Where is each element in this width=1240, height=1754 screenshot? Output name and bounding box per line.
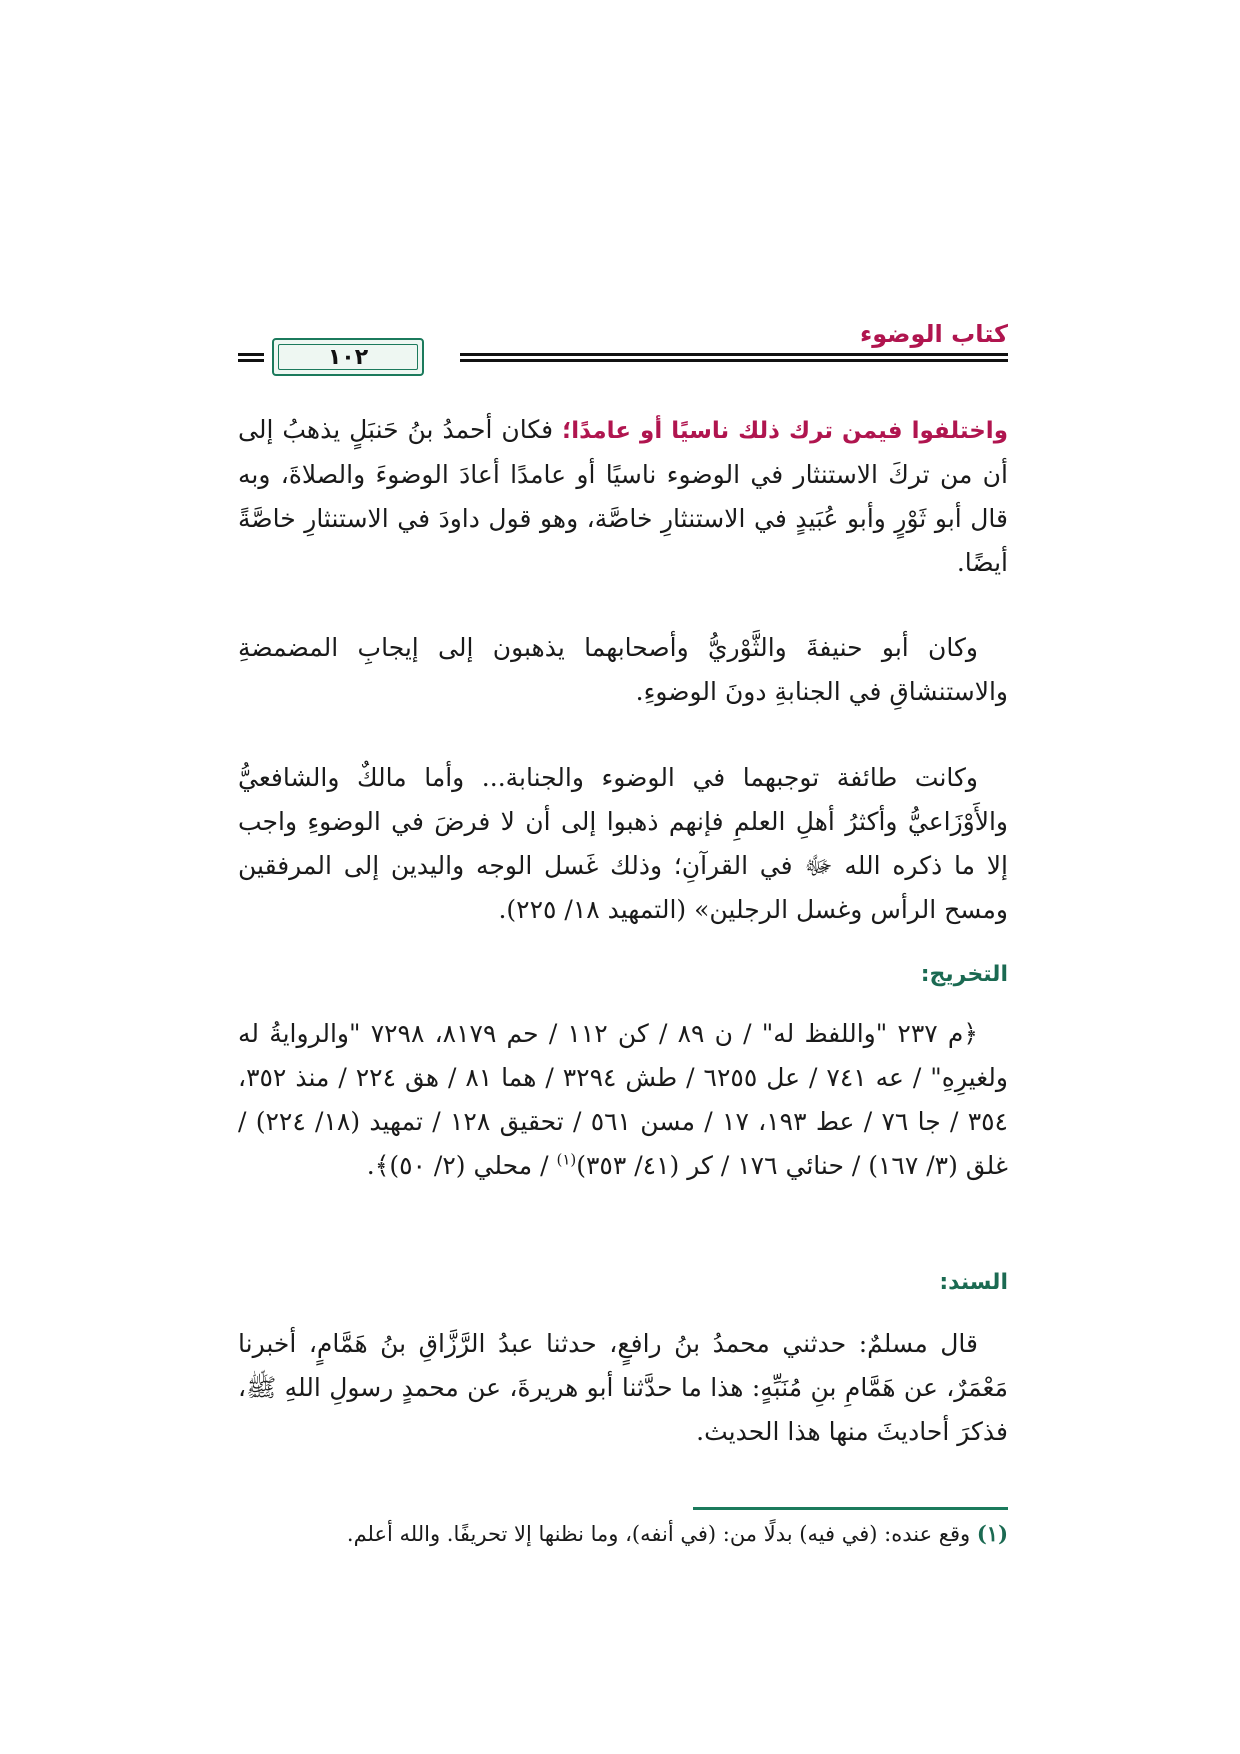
paragraph-3-text: وكانت طائفة توجبهما في الوضوء والجنابة... وأما مالكٌ والشافعيُّ والأَوْزَاعيُّ وأكثرُ أهلِ العلمِ فإنهم ذهبوا إلى أن لا فرضَ في الوضوءِ واجب إلا ما ذكره الله ﷻ في القرآنِ؛ وذلك غَسل الوجه واليدين إلى المرفقين ومسح الرأس وغسل الرجلين» (التمهيد ١٨/ ٢٢٥).: [238, 763, 1008, 924]
book-title: كتاب الوضوء: [859, 320, 1008, 348]
paragraph-1: [238, 408, 1008, 585]
footnote-number: (١): [976, 1521, 1008, 1546]
paragraph-3: [238, 756, 1008, 932]
footnote-divider: [693, 1507, 1008, 1510]
sanad-heading: السند:: [939, 1270, 1008, 1295]
sanad-text: قال مسلمٌ: حدثني محمدُ بنُ رافعٍ، حدثنا عبدُ الرَّزَّاقِ بنُ هَمَّامٍ، أخبرنا مَعْمَرٌ، عن هَمَّامِ بنِ مُنَبِّهٍ: هذا ما حدَّثنا أبو هريرةَ، عن محمدٍ رسولِ اللهِ ﷺ، فذكرَ أحاديثَ منها هذا الحديث.: [238, 1329, 1008, 1446]
sanad-paragraph: [238, 1322, 1008, 1454]
paragraph-1-text: فكان أحمدُ بنُ حَنبَلٍ يذهبُ إلى أن من تركَ الاستنثار في الوضوء ناسيًا أو عامدًا أعادَ الوضوءَ والصلاةَ، وبه قال أبو ثَوْرٍ وأبو عُبَيدٍ في الاستنثارِ خاصَّة، وهو قول داودَ في الاستنثارِ خاصَّةً أيضًا.: [238, 415, 1008, 577]
footnote-reference[interactable]: (١): [556, 1150, 577, 1169]
page-number: ١٠٢: [327, 344, 369, 370]
paragraph-2: [238, 626, 1008, 714]
takhrij-text-end: / محلي (٢/ ٥٠)﴾.: [366, 1151, 557, 1180]
footnote: [238, 1516, 1008, 1552]
paragraph-2-text: وكان أبو حنيفةَ والثَّوْريُّ وأصحابهما يذهبون إلى إيجابِ المضمضةِ والاستنشاقِ في الجنابةِ دونَ الوضوءِ.: [238, 633, 1008, 706]
takhrij-text: ﴿م ٢٣٧ "واللفظ له" / ن ٨٩ / كن ١١٢ / حم ٨١٧٩، ٧٢٩٨ "والروايةُ له ولغيرِهِ" / عه ٧٤١ / عل ٦٢٥٥ / طش ٣٢٩٤ / هما ٨١ / هق ٢٢٤ / منذ ٣٥٢، ٣٥٤ / جا ٧٦ / عط ١٩٣، ١٧ / مسن ٥٦١ / تحقيق ١٢٨ / تمهيد (١٨/ ٢٢٤) / غلق (٣/ ١٦٧) / حنائي ١٧٦ / كر (٤١/ ٣٥٣): [238, 1019, 1008, 1180]
footnote-text: وقع عنده: (في فيه) بدلًا من: (في أنفه)، وما نظنها إلا تحريفًا. والله أعلم.: [346, 1522, 977, 1546]
highlight-phrase: واختلفوا فيمن ترك ذلك ناسيًا أو عامدًا؛: [562, 418, 1008, 444]
header-rule: [460, 353, 1008, 362]
takhrij-heading: التخريج:: [920, 962, 1008, 987]
page-header: [238, 320, 1008, 392]
header-rule-left: [238, 353, 264, 362]
takhrij-paragraph: [238, 1012, 1008, 1188]
page-number-badge: [272, 338, 424, 376]
